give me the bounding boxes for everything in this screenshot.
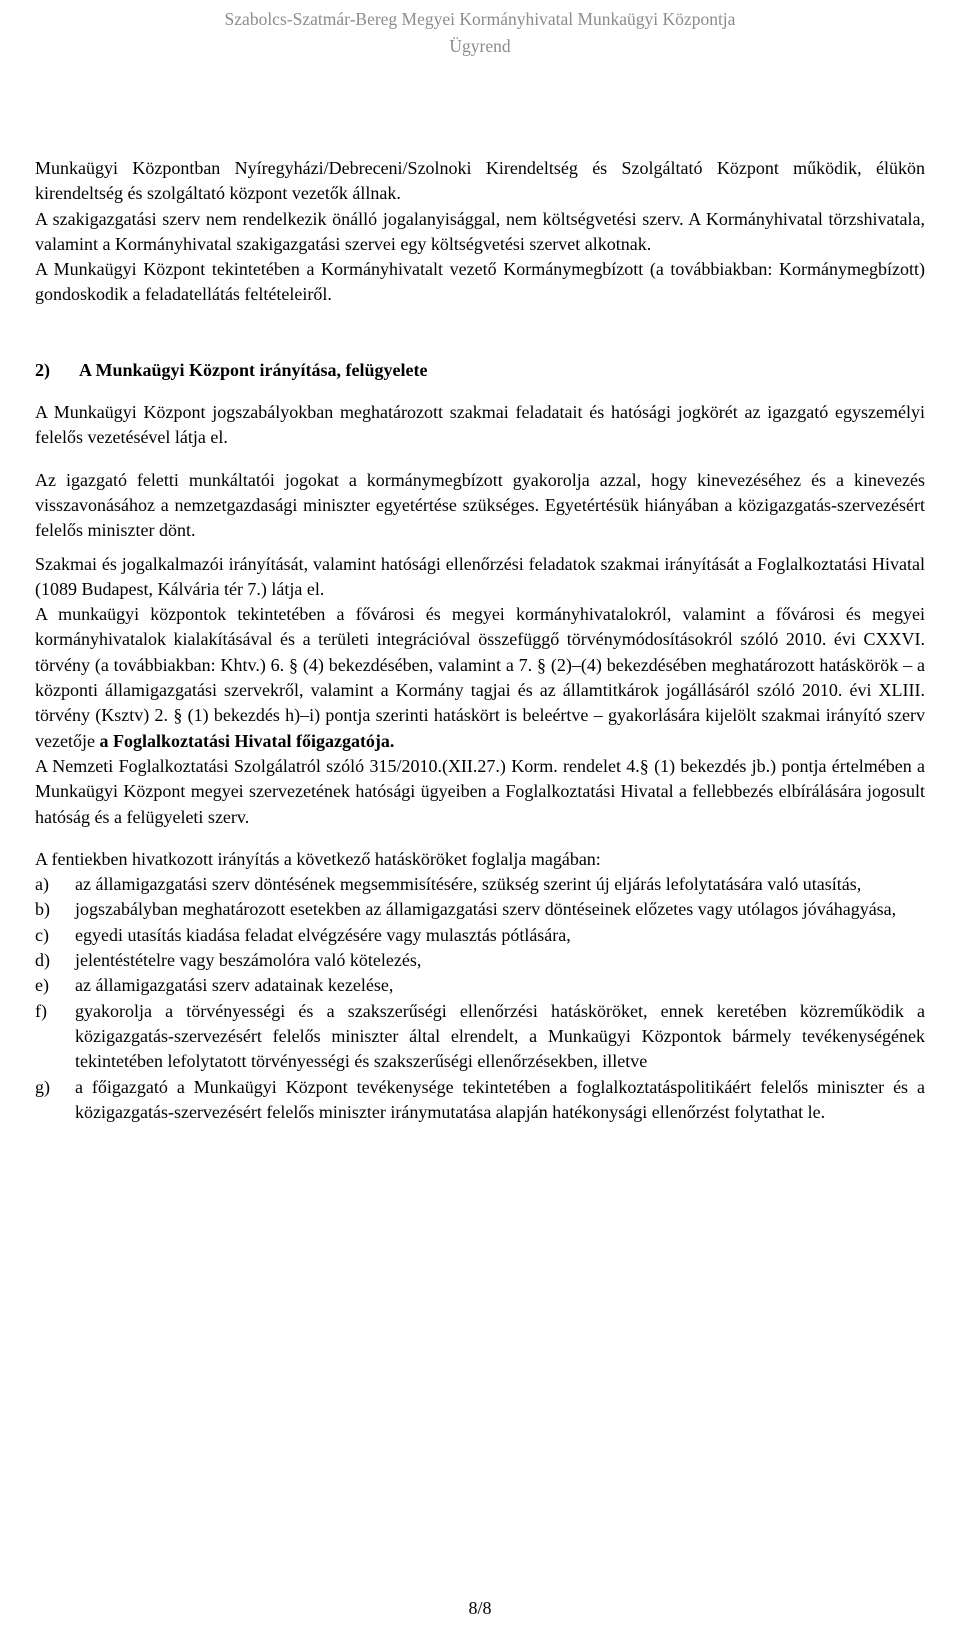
section-paragraph-3: Szakmai és jogalkalmazói irányítását, valamint hatósági ellenőrzési feladatok szakmai irányítását a Foglalkoztatási Hivatal (1089 Budapest, Kálvária tér 7.) látja el. [35,553,925,599]
page-header [0,6,960,60]
powers-list [35,872,925,1125]
list-marker: d) [35,950,50,971]
list-marker: f) [35,1000,47,1021]
page-number: 8/8 [468,1598,492,1618]
list-item-text: gyakorolja a törvényességi és a szakszerűségi ellenőrzési hatásköröket, ennek keretében közreműködik a közigazgatás-szervezésért felelős miniszter által elrendelt, a Munkaügyi Központok bármely tevékenységének tekintetében lefolytatott törvényességi és szakszerűségi ellenőrzésekben, illetve [75,1000,925,1072]
list-item [35,923,925,948]
list-marker: e) [35,975,49,996]
list-marker: c) [35,924,49,945]
intro-paragraph-1: Munkaügyi Központban Nyíregyházi/Debreceni/Szolnoki Kirendeltség és Szolgáltató Központ működik, élükön kirendeltség és szolgáltató központ vezetők állnak. [35,158,925,204]
list-item-text: a főigazgató a Munkaügyi Központ tevékenysége tekintetében a foglalkoztatáspolitikáért felelős miniszter és a közigazgatás-szervezésért felelős miniszter iránymutatása alapján hatékonysági ellenőrzést folytathat le. [75,1076,925,1122]
section-paragraph-4 [35,602,925,754]
header-document-title: Ügyrend [449,36,511,56]
list-item [35,897,925,922]
section-paragraph-4-bold: a Foglalkoztatási Hivatal főigazgatója. [99,730,395,751]
intro-paragraph-2: A szakigazgatási szerv nem rendelkezik önálló jogalanyisággal, nem költségvetési szerv. A Kormányhivatal törzshivatala, valamint a Kormányhivatal szakigazgatási szervei egy költségvetési szervet alkotnak. [35,208,925,254]
list-item-text: egyedi utasítás kiadása feladat elvégzésére vagy mulasztás pótlására, [75,924,571,945]
list-item [35,999,925,1075]
header-organization: Szabolcs-Szatmár-Bereg Megyei Kormányhivatal Munkaügyi Központja [224,9,736,29]
list-item [35,948,925,973]
list-item-text: az államigazgatási szerv döntésének megsemmisítésére, szükség szerint új eljárás lefolytatására való utasítás, [75,874,862,895]
list-marker: b) [35,899,50,920]
list-marker: a) [35,874,49,895]
list-intro: A fentiekben hivatkozott irányítás a következő hatásköröket foglalja magában: [35,848,601,869]
list-item-text: jogszabályban meghatározott esetekben az államigazgatási szerv döntéseinek előzetes vagy utólagos jóváhagyása, [75,899,897,920]
section-paragraph-5: A Nemzeti Foglalkoztatási Szolgálatról szóló 315/2010.(XII.27.) Korm. rendelet 4.§ (1) bekezdés jb.) pontja értelmében a Munkaügyi Központ megyei szervezetének hatósági ügyeiben a Foglalkoztatási Hivatal a fellebbezés elbírálására jogosult hatóság és a felügyeleti szerv. [35,755,925,827]
list-marker: g) [35,1076,50,1097]
section-paragraph-4-text: A munkaügyi központok tekintetében a fővárosi és megyei kormányhivatalokról, valamint a fővárosi és megyei kormányhivatalok kialakításával és a területi integrációval összefüggő törvénymódosításokról szóló 2010. évi CXXVI. törvény (a továbbiakban: Khtv.) 6. § (4) bekezdésében, valamint a 7. § (2)–(4) bekezdésében meghatározott hatáskörök – a központi államigazgatási szervekről, valamint a Kormány tagjai és az államtitkárok jogállásáról szóló 2010. évi XLIII. törvény (Ksztv) 2. § (1) bekezdés h)–i) pontja szerinti hatáskört is beleértve – gyakorlására kijelölt szakmai irányító szerv vezetője [35,604,925,751]
list-item-text: az államigazgatási szerv adatainak kezelése, [75,975,394,996]
list-item [35,1075,925,1126]
list-item [35,872,925,897]
list-item-text: jelentéstételre vagy beszámolóra való kötelezés, [75,950,422,971]
section-heading [35,358,925,383]
intro-paragraph-3: A Munkaügyi Központ tekintetében a Kormányhivatalt vezető Kormánymegbízott (a továbbiakban: Kormánymegbízott) gondoskodik a feladatellátás feltételeiről. [35,259,925,305]
list-item [35,973,925,998]
section-title: A Munkaügyi Központ irányítása, felügyelete [79,359,428,380]
section-paragraph-2: Az igazgató feletti munkáltatói jogokat a kormánymegbízott gyakorolja azzal, hogy kinevezéséhez és a kinevezés visszavonásához a nemzetgazdasági miniszter egyetértése szükséges. Egyetértésük hiányában a közigazgatás-szervezésért felelős miniszter dönt. [35,469,925,541]
document-body [35,156,925,1125]
section-number: 2) [35,359,50,380]
section-paragraph-1: A Munkaügyi Központ jogszabályokban meghatározott szakmai feladatait és hatósági jogkörét az igazgató egyszemélyi felelős vezetésével látja el. [35,402,925,448]
